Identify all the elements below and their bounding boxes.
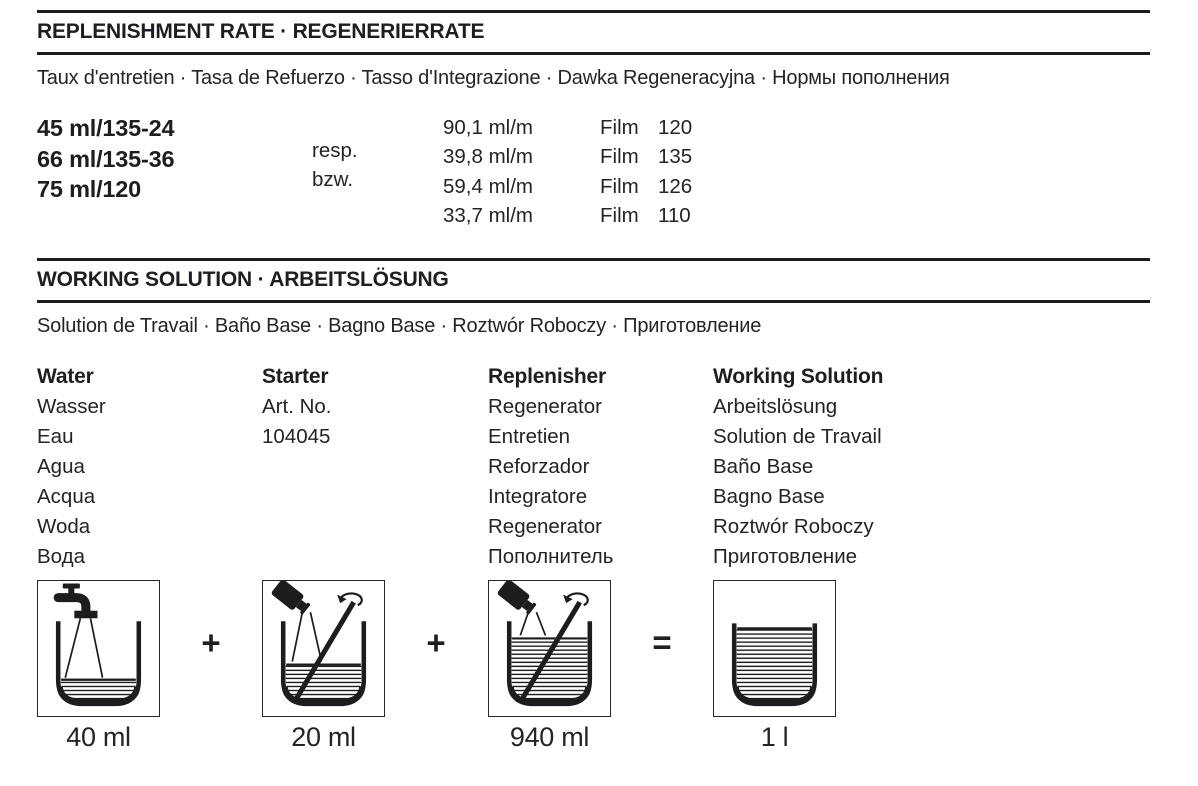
film-format: 110: [658, 203, 691, 227]
column-item: Eau: [37, 425, 74, 448]
equals-operator: =: [652, 624, 672, 661]
column-item: Regenerator: [488, 395, 602, 418]
resp-bzw-labels: [312, 113, 443, 230]
water-column: [37, 362, 262, 572]
bottle-pouring-stirred-beaker-icon: [489, 581, 610, 716]
bzw-label: bzw.: [312, 168, 354, 191]
column-item: Wasser: [37, 395, 106, 418]
rate-line: 45 ml/135-24: [37, 115, 175, 141]
rate-line: 75 ml/120: [37, 176, 142, 202]
film-format: 126: [658, 174, 693, 198]
film-rate-table: [443, 113, 692, 230]
replenishment-data: [37, 113, 1150, 230]
column-header: Working Solution: [713, 365, 884, 388]
bottle-pouring-stirred-beaker-icon: [263, 581, 384, 716]
water-icon-box: [37, 580, 160, 717]
column-item: Entretien: [488, 425, 571, 448]
replenisher-amount: 940 ml: [509, 722, 590, 752]
plus-operator: +: [201, 624, 221, 661]
column-item: Agua: [37, 455, 85, 478]
bottle-icon: [497, 581, 539, 617]
film-format: 135: [658, 145, 693, 169]
starter-column: [262, 362, 488, 572]
section-rule: [37, 258, 1150, 261]
starter-amount: 20 ml: [291, 722, 356, 752]
top-rule: [37, 10, 1150, 13]
column-item: Baño Base: [713, 455, 814, 478]
column-item: Regenerator: [488, 515, 602, 538]
film-label: Film: [600, 116, 639, 139]
plus-operator: +: [426, 624, 446, 661]
film-rate-row: [443, 142, 692, 171]
rate-per-meter: 39,8 ml/m: [443, 145, 533, 169]
film-rate-row: [443, 172, 692, 201]
amounts-row: [37, 722, 1150, 762]
working-solution-amount: 1 l: [760, 722, 789, 752]
column-item: Bagno Base: [713, 485, 825, 508]
resp-label: resp.: [312, 139, 358, 162]
title-underline-rule: [37, 52, 1150, 55]
working-solution-column: [713, 362, 1150, 572]
column-item: Reforzador: [488, 455, 590, 478]
rate-per-meter: 90,1 ml/m: [443, 116, 533, 139]
full-beaker-icon: [714, 581, 835, 716]
rate-per-meter: 59,4 ml/m: [443, 174, 533, 198]
replenisher-column: [488, 362, 713, 572]
replenisher-icon-box: [488, 580, 611, 717]
column-item: Пополнитель: [488, 545, 614, 568]
film-label: Film: [600, 145, 639, 169]
working-solution-title: WORKING SOLUTION · ARBEITSLÖSUNG: [37, 268, 449, 291]
film-rate-row: [443, 201, 692, 230]
rate-per-meter: 33,7 ml/m: [443, 203, 533, 227]
replenishment-rate-section: [37, 10, 1150, 230]
water-amount: 40 ml: [66, 722, 131, 752]
ingredient-columns: [37, 362, 1150, 572]
starter-icon-box: [262, 580, 385, 717]
column-item: Integratore: [488, 485, 588, 508]
column-item: Woda: [37, 515, 91, 538]
column-header: Water: [37, 365, 94, 388]
film-rate-row: [443, 113, 692, 142]
title-underline-rule: [37, 300, 1150, 303]
bottle-icon: [271, 581, 313, 617]
column-header: Replenisher: [488, 365, 607, 388]
column-item: Приготовление: [713, 545, 858, 568]
replenishment-rate-title: REPLENISHMENT RATE · REGENERIERRATE: [37, 20, 485, 43]
column-item: Roztwór Roboczy: [713, 515, 874, 538]
column-item: Arbeitslösung: [713, 395, 838, 418]
column-item: Вода: [37, 545, 85, 568]
tap-filling-beaker-icon: [38, 581, 159, 716]
article-number: 104045: [262, 425, 331, 448]
replenishment-rates: [37, 113, 312, 230]
column-header: Starter: [262, 365, 329, 388]
replenishment-rate-translations: Taux d'entretien · Tasa de Refuerzo · Tasso d'Integrazione · Dawka Regeneracyjna · Нормы пополнения: [37, 67, 950, 89]
mixing-diagram: [37, 580, 1150, 717]
working-solution-translations: Solution de Travail · Baño Base · Bagno Base · Roztwór Roboczy · Приготовление: [37, 315, 762, 337]
film-label: Film: [600, 174, 639, 198]
rate-line: 66 ml/135-36: [37, 145, 175, 172]
article-number-label: Art. No.: [262, 395, 332, 418]
column-item: Solution de Travail: [713, 425, 882, 448]
working-solution-icon-box: [713, 580, 836, 717]
film-format: 120: [658, 116, 693, 139]
column-item: Acqua: [37, 485, 96, 508]
working-solution-section: [37, 258, 1150, 339]
film-label: Film: [600, 203, 639, 227]
